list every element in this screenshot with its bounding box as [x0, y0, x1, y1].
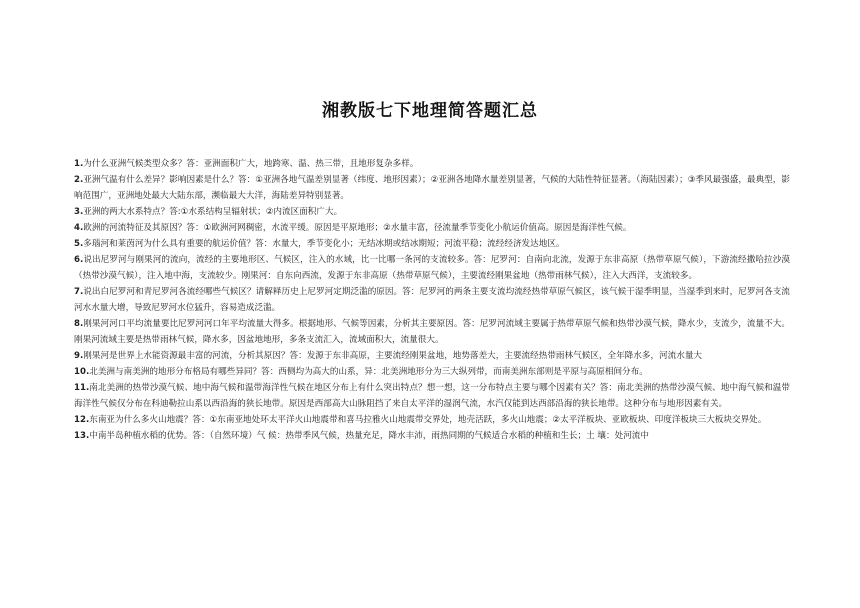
qa-text: 为什么亚洲气候类型众多？答：亚洲面积广大，地跨寒、温、热三带，且地形复杂多样。 — [83, 159, 419, 169]
qa-item — [74, 348, 790, 364]
qa-text: 中南半岛种植水稻的优势。答：（自然环境）气 候：热带季风气候，热量充足，降水丰沛，雨热同期的气候适合水稻的种植和生长；土 壤：处河流中 — [89, 431, 649, 441]
qa-text: 亚洲气温有什么差异？影响因素是什么？答：①亚洲各地气温差别显著（纬度、地形因素）；②亚洲各地降水量差别显著，气候的大陆性特征显著。（海陆因素）；③季风最强盛，最典型，影响范围广，亚洲地处最大大陆东部，濒临最大大洋，海陆差异特别显著。 — [74, 175, 790, 201]
qa-item — [74, 204, 790, 220]
qa-text: 多瑙河和莱茵河为什么具有重要的航运价值？答：水量大，季节变化小；无结冰期或结冰期短；河流平稳；流经经济发达地区。 — [83, 239, 565, 249]
qa-text: 刚果河河口平均流量要比尼罗河河口年平均流量大得多。根据地形、气候等因素，分析其主要原因。答：尼罗河流域主要属于热带草原气候和热带沙漠气候，降水少，支流少，流量不大。刚果河流域主要是热带雨林气候，降水多，因盆地地形，多条支流汇入，流域面积大，流量很大。 — [74, 319, 790, 345]
qa-text: 北美洲与南美洲的地形分布格局有哪些异同？答：西侧均为高大的山系，异：北美洲地形分为三大纵列带，而南美洲东部则是平原与高原相间分布。 — [89, 367, 648, 377]
qa-number: 9. — [74, 351, 84, 361]
qa-number: 11. — [74, 383, 90, 393]
qa-text: 亚洲的两大水系特点？答:①水系结构呈辐射状；②内流区面积广大。 — [83, 207, 343, 217]
qa-text: 东南亚为什么多火山地震？答：①东南亚地处环太平洋火山地震带和喜马拉雅火山地震带交界处，地壳活跃，多火山地震；②太平洋板块、亚欧板块、印度洋板块三大板块交界处。 — [89, 415, 767, 425]
qa-text: 说出白尼罗河和青尼罗河各流经哪些气候区？请解释历史上尼罗河定期泛滥的原因。答：尼罗河的两条主要支流均流经热带草原气候区，该气候干湿季明显，当湿季到来时，尼罗河各支流河水水量大增，导致尼罗河水位猛升，容易造成泛滥。 — [74, 287, 790, 313]
qa-item — [74, 428, 790, 444]
qa-number: 6. — [74, 255, 84, 265]
qa-number: 2. — [74, 175, 84, 185]
qa-item — [74, 220, 790, 236]
qa-item — [74, 380, 790, 412]
qa-number: 5. — [74, 239, 84, 249]
qa-item — [74, 236, 790, 252]
qa-number: 4. — [74, 223, 84, 233]
qa-number: 8. — [74, 319, 84, 329]
qa-number: 7. — [74, 287, 84, 297]
qa-list — [74, 156, 790, 444]
qa-item — [74, 252, 790, 284]
qa-text: 说出尼罗河与刚果河的流向，流经的主要地形区、气候区，注入的水域，比一比哪一条河的支流较多。答：尼罗河：自南向北流，发源于东非高原（热带草原气候），下游流经撒哈拉沙漠（热带沙漠气候），注入地中海，支流较少。刚果河：自东向西流，发源于东非高原（热带草原气候），主要流经刚果盆地（热带雨林气候），注入大西洋，支流较多。 — [74, 255, 790, 281]
qa-number: 10. — [74, 367, 90, 377]
qa-item — [74, 412, 790, 428]
qa-text: 欧洲的河流特征及其原因？答：①欧洲河网稠密，水流平缓。原因是平原地形；②水量丰富，径流量季节变化小航运价值高。原因是海洋性气候。 — [83, 223, 632, 233]
document-title: 湘教版七下地理简答题汇总 — [322, 101, 538, 121]
qa-number: 13. — [74, 431, 90, 441]
qa-item — [74, 172, 790, 204]
qa-number: 1. — [74, 159, 84, 169]
qa-text: 南北美洲的热带沙漠气候、地中海气候和温带海洋性气候在地区分布上有什么突出特点？想一想，这一分布特点主要与哪个因素有关？答：南北美洲的热带沙漠气候、地中海气候和温带海洋性气候仅分布在科迪勒拉山系以西沿海的狭长地带。原因是西部高大山脉阻挡了来自太平洋的湿润气流，水汽仅能到达西部沿海的狭长地带。这种分布与地形因素有关。 — [74, 383, 790, 409]
qa-item — [74, 364, 790, 380]
qa-text: 刚果河是世界上水能资源最丰富的河流，分析其原因？答：发源于东非高原，主要流经刚果盆地，地势落差大，主要流经热带雨林气候区，全年降水多，河流水量大 — [83, 351, 703, 361]
qa-number: 12. — [74, 415, 90, 425]
qa-item — [74, 316, 790, 348]
qa-item — [74, 156, 790, 172]
qa-number: 3. — [74, 207, 84, 217]
qa-item — [74, 284, 790, 316]
